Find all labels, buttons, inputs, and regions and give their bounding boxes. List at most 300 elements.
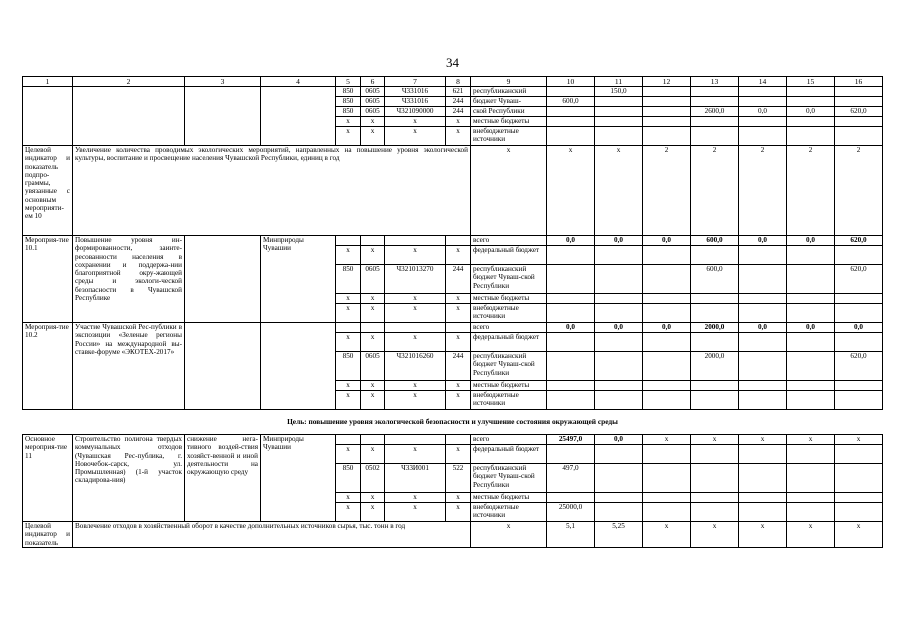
value-cell (643, 107, 691, 117)
value-cell: 2000,0 (691, 323, 739, 333)
value-cell (595, 294, 643, 304)
value-cell (643, 493, 691, 503)
measure-effect: снижение нега-тивного воздей-ствия хозяйст-венной и иной деятельности на окружающую среду (185, 435, 261, 522)
value-cell: 0,0 (595, 236, 643, 246)
column-number-6: 6 (361, 77, 385, 87)
code-cell: x (385, 381, 446, 391)
code-cell: x (336, 294, 361, 304)
empty-cell (261, 323, 336, 410)
code-cell: x (336, 493, 361, 503)
column-number-4: 4 (261, 77, 336, 87)
value-cell (691, 294, 739, 304)
code-cell: x (336, 391, 361, 410)
code-cell: x (336, 503, 361, 522)
value-cell (547, 265, 595, 294)
code-cell: x (336, 445, 361, 464)
code-cell: x (385, 294, 446, 304)
value-cell: 0,0 (739, 323, 787, 333)
column-number-13: 13 (691, 77, 739, 87)
value-cell (643, 246, 691, 265)
code-cell: 244 (446, 97, 471, 107)
funding-source: республиканский бюджет Чуваш-ской Республики (471, 265, 547, 294)
funding-source: внебюджетные источники (471, 391, 547, 410)
indicator-value: x (787, 522, 835, 548)
value-cell (643, 464, 691, 493)
empty-cell (185, 323, 261, 410)
code-cell: x (336, 127, 361, 146)
value-cell (691, 117, 739, 127)
column-number-9: 9 (471, 77, 547, 87)
value-cell (547, 333, 595, 352)
column-number-7: 7 (385, 77, 446, 87)
code-cell: x (361, 333, 385, 352)
value-cell (835, 445, 883, 464)
value-cell (739, 265, 787, 294)
value-cell (547, 352, 595, 381)
value-cell (595, 381, 643, 391)
value-cell (835, 294, 883, 304)
value-cell (595, 97, 643, 107)
funding-source: всего (471, 236, 547, 246)
value-cell (691, 87, 739, 97)
value-cell (547, 391, 595, 410)
value-cell: 0,0 (547, 236, 595, 246)
funding-source: местные бюджеты (471, 493, 547, 503)
value-cell (787, 294, 835, 304)
value-cell (787, 445, 835, 464)
code-cell: x (336, 381, 361, 391)
value-cell (787, 265, 835, 294)
column-number-5: 5 (336, 77, 361, 87)
value-cell (835, 304, 883, 323)
budget-table-container (22, 76, 870, 572)
indicator-value: x (691, 522, 739, 548)
value-cell (643, 333, 691, 352)
indicator-value: 2 (787, 146, 835, 236)
code-cell: x (446, 333, 471, 352)
value-cell (835, 333, 883, 352)
funding-source: местные бюджеты (471, 117, 547, 127)
value-cell: 2000,0 (691, 352, 739, 381)
value-cell (595, 445, 643, 464)
value-cell (739, 127, 787, 146)
empty-cell (73, 87, 185, 146)
value-cell (691, 97, 739, 107)
code-cell: 244 (446, 352, 471, 381)
value-cell: 620,0 (835, 265, 883, 294)
code-cell: x (385, 333, 446, 352)
value-cell (787, 304, 835, 323)
code-cell: x (385, 117, 446, 127)
code-cell: x (361, 445, 385, 464)
empty-cell (23, 87, 73, 146)
value-cell (547, 117, 595, 127)
value-cell: 620,0 (835, 352, 883, 381)
value-cell (547, 127, 595, 146)
table-row (23, 236, 883, 246)
code-cell: x (361, 294, 385, 304)
code-cell: x (385, 391, 446, 410)
value-cell (835, 381, 883, 391)
code-cell (446, 236, 471, 246)
value-cell (787, 333, 835, 352)
code-cell (336, 323, 361, 333)
code-cell: 850 (336, 107, 361, 117)
code-cell: 850 (336, 87, 361, 97)
value-cell (595, 117, 643, 127)
code-cell: x (446, 127, 471, 146)
value-cell (643, 381, 691, 391)
table-row (23, 323, 883, 333)
value-cell (787, 127, 835, 146)
measure-description: Участие Чувашской Рес-публики в экспозиции «Зеленые регионы России» на международной вы-ставке-форуме «ЭКОТЕХ-2017» (73, 323, 185, 410)
header-row (23, 77, 883, 87)
value-cell: 620,0 (835, 107, 883, 117)
value-cell: 25497,0 (547, 435, 595, 445)
code-cell (385, 323, 446, 333)
code-cell: x (385, 503, 446, 522)
code-cell: 0502 (361, 464, 385, 493)
measure-description: Повышение уровня ин-формированности, заинте-ресованности населения в сохранении и поддержа-нии благоприятной окру-жающей среды и экологи-ческой безопасности в Чувашской Республике (73, 236, 185, 323)
code-cell: x (361, 246, 385, 265)
value-cell (835, 87, 883, 97)
funding-source: местные бюджеты (471, 381, 547, 391)
code-cell: 0605 (361, 107, 385, 117)
empty-cell (185, 236, 261, 323)
measure-description: Строительство полигона твердых коммунальных отходов (Чувашская Рес-публика, г. Новочебок-сарск, ул. Промышленная) (1-й участок складирова-ния) (73, 435, 185, 522)
funding-source: федеральный бюджет (471, 246, 547, 265)
value-cell (547, 381, 595, 391)
indicator-value: x (471, 522, 547, 548)
code-cell: x (361, 493, 385, 503)
value-cell (595, 391, 643, 410)
value-cell (835, 493, 883, 503)
value-cell (595, 464, 643, 493)
value-cell (547, 294, 595, 304)
code-cell: x (385, 304, 446, 323)
code-cell: Ч331016 (385, 87, 446, 97)
page-number: 34 (446, 55, 459, 70)
code-cell: x (446, 391, 471, 410)
value-cell (835, 117, 883, 127)
value-cell (595, 352, 643, 381)
value-cell (643, 352, 691, 381)
code-cell: Ч33И001 (385, 464, 446, 493)
code-cell: x (361, 381, 385, 391)
value-cell (595, 107, 643, 117)
code-cell (361, 236, 385, 246)
value-cell (595, 265, 643, 294)
value-cell (643, 391, 691, 410)
value-cell: 600,0 (691, 265, 739, 294)
indicator-value: x (643, 522, 691, 548)
code-cell: 621 (446, 87, 471, 97)
code-cell: x (446, 304, 471, 323)
code-cell: x (336, 333, 361, 352)
funding-source: республиканский бюджет Чуваш-ской Республики (471, 352, 547, 381)
value-cell (691, 304, 739, 323)
value-cell (787, 381, 835, 391)
code-cell: 850 (336, 352, 361, 381)
code-cell: x (385, 445, 446, 464)
budget-table (22, 76, 883, 548)
value-cell (739, 294, 787, 304)
value-cell (787, 503, 835, 522)
code-cell: 850 (336, 464, 361, 493)
code-cell: x (446, 117, 471, 127)
code-cell: Ч321016260 (385, 352, 446, 381)
value-cell: 25000,0 (547, 503, 595, 522)
measure-label: Мероприя-тие 10.1 (23, 236, 73, 323)
value-cell: 620,0 (835, 236, 883, 246)
executor: Минприроды Чувашии (261, 236, 336, 323)
value-cell (787, 87, 835, 97)
value-cell (787, 493, 835, 503)
value-cell: 0,0 (547, 323, 595, 333)
funding-source: всего (471, 435, 547, 445)
value-cell: 0,0 (739, 107, 787, 117)
value-cell: x (835, 435, 883, 445)
code-cell: 850 (336, 97, 361, 107)
value-cell (643, 503, 691, 522)
value-cell (691, 246, 739, 265)
value-cell (547, 445, 595, 464)
value-cell: 0,0 (787, 323, 835, 333)
value-cell: 0,0 (595, 435, 643, 445)
code-cell: x (361, 127, 385, 146)
value-cell (835, 503, 883, 522)
value-cell: x (787, 435, 835, 445)
measure-label: Мероприя-тие 10.2 (23, 323, 73, 410)
code-cell (446, 435, 471, 445)
value-cell (739, 304, 787, 323)
indicator-value: 2 (835, 146, 883, 236)
goal-line: Цель: повышение уровня экологической безопасности и улучшение состояния окружающей среды (23, 410, 883, 435)
value-cell: 0,0 (643, 323, 691, 333)
code-cell: 850 (336, 265, 361, 294)
value-cell (787, 117, 835, 127)
code-cell (361, 435, 385, 445)
value-cell (739, 391, 787, 410)
indicator-value: x (595, 146, 643, 236)
value-cell: x (643, 435, 691, 445)
value-cell: 150,0 (595, 87, 643, 97)
code-cell: x (361, 391, 385, 410)
value-cell (835, 127, 883, 146)
value-cell (739, 503, 787, 522)
indicator-value: x (547, 146, 595, 236)
code-cell: 0605 (361, 352, 385, 381)
code-cell: 0605 (361, 87, 385, 97)
code-cell: x (446, 503, 471, 522)
value-cell: 0,0 (787, 107, 835, 117)
funding-source: местные бюджеты (471, 294, 547, 304)
value-cell (643, 127, 691, 146)
code-cell: x (446, 246, 471, 265)
value-cell (835, 391, 883, 410)
value-cell (547, 246, 595, 265)
column-number-11: 11 (595, 77, 643, 87)
value-cell: 0,0 (595, 323, 643, 333)
value-cell (787, 464, 835, 493)
value-cell (691, 127, 739, 146)
indicator-row (23, 146, 883, 236)
code-cell: x (446, 381, 471, 391)
code-cell (446, 323, 471, 333)
code-cell (361, 323, 385, 333)
code-cell: x (446, 294, 471, 304)
code-cell: 244 (446, 107, 471, 117)
column-number-1: 1 (23, 77, 73, 87)
value-cell (787, 391, 835, 410)
funding-source: внебюджетные источники (471, 503, 547, 522)
value-cell (691, 391, 739, 410)
indicator-text: Увеличение количества проводимых экологических мероприятий, направленных на повышение уровня экологической культуры, воспитание и просвещение населения Чувашской Республики, единиц в год (73, 146, 471, 236)
value-cell (547, 304, 595, 323)
value-cell: 2600,0 (691, 107, 739, 117)
code-cell: x (361, 304, 385, 323)
funding-source: всего (471, 323, 547, 333)
measure-label: Основное мероприя-тие 11 (23, 435, 73, 522)
value-cell (739, 493, 787, 503)
funding-source: федеральный бюджет (471, 333, 547, 352)
indicator-text: Вовлечение отходов в хозяйственный оборот в качестве дополнительных источников сырья, тыс. тонн в год (73, 522, 471, 548)
column-number-3: 3 (185, 77, 261, 87)
code-cell: x (385, 493, 446, 503)
code-cell: x (446, 445, 471, 464)
indicator-value: 5,25 (595, 522, 643, 548)
code-cell (336, 435, 361, 445)
column-number-12: 12 (643, 77, 691, 87)
indicator-value: x (739, 522, 787, 548)
funding-source: республиканский (471, 87, 547, 97)
indicator-label: Целевой индикатор и показатель (23, 522, 73, 548)
value-cell (595, 503, 643, 522)
value-cell: 0,0 (739, 236, 787, 246)
value-cell (739, 381, 787, 391)
code-cell: 0605 (361, 265, 385, 294)
column-number-2: 2 (73, 77, 185, 87)
value-cell: x (739, 435, 787, 445)
indicator-value: 5,1 (547, 522, 595, 548)
value-cell (739, 87, 787, 97)
indicator-value: x (835, 522, 883, 548)
column-number-16: 16 (835, 77, 883, 87)
value-cell (547, 87, 595, 97)
code-cell: 244 (446, 265, 471, 294)
indicator-label: Целевой индикатор и показатель подпро-граммы, увязанные с основным мероприяти-ем 10 (23, 146, 73, 236)
value-cell (739, 333, 787, 352)
value-cell (595, 333, 643, 352)
value-cell (643, 294, 691, 304)
value-cell (787, 246, 835, 265)
value-cell (691, 503, 739, 522)
value-cell (691, 381, 739, 391)
value-cell: 497,0 (547, 464, 595, 493)
value-cell (643, 304, 691, 323)
code-cell: Ч331016 (385, 97, 446, 107)
value-cell (691, 493, 739, 503)
value-cell: 0,0 (643, 236, 691, 246)
indicator-value: 2 (739, 146, 787, 236)
value-cell (595, 493, 643, 503)
code-cell: x (336, 117, 361, 127)
code-cell: x (361, 117, 385, 127)
table-row (23, 87, 883, 97)
value-cell (739, 352, 787, 381)
code-cell: 522 (446, 464, 471, 493)
code-cell: Ч321090000 (385, 107, 446, 117)
funding-source: внебюджетные источники (471, 127, 547, 146)
value-cell (643, 445, 691, 464)
value-cell: x (691, 435, 739, 445)
code-cell: x (336, 246, 361, 265)
indicator-row (23, 522, 883, 548)
code-cell: 0605 (361, 97, 385, 107)
value-cell (547, 493, 595, 503)
funding-source: федеральный бюджет (471, 445, 547, 464)
funding-source: ской Республики (471, 107, 547, 117)
code-cell: x (361, 503, 385, 522)
value-cell (595, 246, 643, 265)
column-number-15: 15 (787, 77, 835, 87)
value-cell (787, 97, 835, 107)
code-cell: x (336, 304, 361, 323)
indicator-value: 2 (691, 146, 739, 236)
value-cell (835, 97, 883, 107)
funding-source: республиканский бюджет Чуваш-ской Республики (471, 464, 547, 493)
value-cell (643, 265, 691, 294)
value-cell (691, 445, 739, 464)
value-cell (835, 464, 883, 493)
column-number-14: 14 (739, 77, 787, 87)
code-cell: Ч321013270 (385, 265, 446, 294)
value-cell (691, 464, 739, 493)
value-cell (691, 333, 739, 352)
column-number-8: 8 (446, 77, 471, 87)
value-cell (643, 87, 691, 97)
executor: Минприроды Чувашии (261, 435, 336, 522)
funding-source: бюджет Чуваш- (471, 97, 547, 107)
code-cell: x (385, 246, 446, 265)
value-cell: 0,0 (835, 323, 883, 333)
funding-source: внебюджетные источники (471, 304, 547, 323)
code-cell: x (446, 493, 471, 503)
column-number-10: 10 (547, 77, 595, 87)
value-cell (739, 445, 787, 464)
code-cell (336, 236, 361, 246)
value-cell (739, 97, 787, 107)
value-cell: 0,0 (787, 236, 835, 246)
value-cell (739, 246, 787, 265)
value-cell (739, 117, 787, 127)
value-cell: 600,0 (691, 236, 739, 246)
value-cell (643, 97, 691, 107)
code-cell (385, 435, 446, 445)
value-cell (547, 107, 595, 117)
empty-cell (185, 87, 261, 146)
indicator-value: 2 (643, 146, 691, 236)
value-cell (643, 117, 691, 127)
code-cell (385, 236, 446, 246)
value-cell (739, 464, 787, 493)
value-cell (835, 246, 883, 265)
value-cell (595, 127, 643, 146)
value-cell (787, 352, 835, 381)
empty-cell (261, 87, 336, 146)
code-cell: x (385, 127, 446, 146)
indicator-value: x (471, 146, 547, 236)
